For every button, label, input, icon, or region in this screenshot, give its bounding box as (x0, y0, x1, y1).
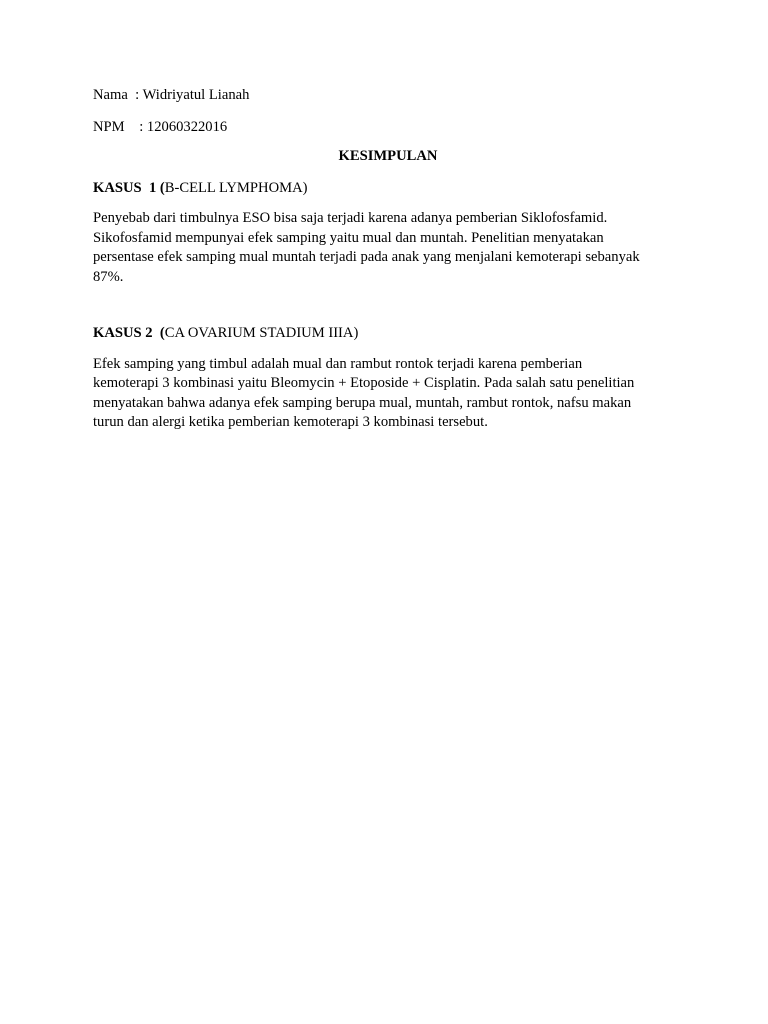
case-section (93, 179, 683, 288)
case-paragraph (93, 355, 683, 433)
case-heading-diagnosis: B-CELL LYMPHOMA) (164, 179, 308, 196)
case-heading-number: KASUS 1 ( (93, 179, 165, 196)
case-section (93, 324, 683, 433)
case-heading (93, 179, 683, 199)
document-body (93, 86, 683, 433)
document-title: KESIMPULAN (338, 148, 438, 164)
section-gap (93, 287, 683, 324)
paragraph-line: kemoterapi 3 kombinasi yaitu Bleomycin + Etoposide + Cisplatin. Pada salah satu penelitian (93, 375, 635, 391)
name-value: : Widriyatul Lianah (135, 87, 250, 103)
case-heading (93, 324, 683, 344)
case-heading-diagnosis: CA OVARIUM STADIUM IIIA) (164, 325, 359, 341)
paragraph-line: Penyebab dari timbulnya ESO bisa saja terjadi karena adanya pemberian Siklofosfamid. (93, 210, 608, 226)
name-label: Nama (93, 87, 128, 103)
student-npm-row (93, 118, 683, 138)
case-paragraph (93, 209, 683, 287)
student-name-row (93, 86, 683, 106)
paragraph-line: menyatakan bahwa adanya efek samping berupa mual, muntah, rambut rontok, nafsu makan (93, 394, 632, 411)
paragraph-line: persentase efek samping mual muntah terjadi pada anak yang menjalani kemoterapi sebanyak (93, 249, 640, 265)
npm-label: NPM (93, 118, 125, 135)
paragraph-line: turun dan alergi ketika pemberian kemoterapi 3 kombinasi tersebut. (93, 414, 488, 430)
case-heading-number: KASUS 2 ( (93, 325, 165, 341)
npm-value: : 12060322016 (139, 118, 228, 135)
paragraph-line: Efek samping yang timbul adalah mual dan rambut rontok terjadi karena pemberian (93, 355, 583, 372)
paragraph-line: Sikofosfamid mempunyai efek samping yaitu mual dan muntah. Penelitian menyatakan (93, 229, 604, 246)
paragraph-line: 87%. (93, 268, 124, 285)
